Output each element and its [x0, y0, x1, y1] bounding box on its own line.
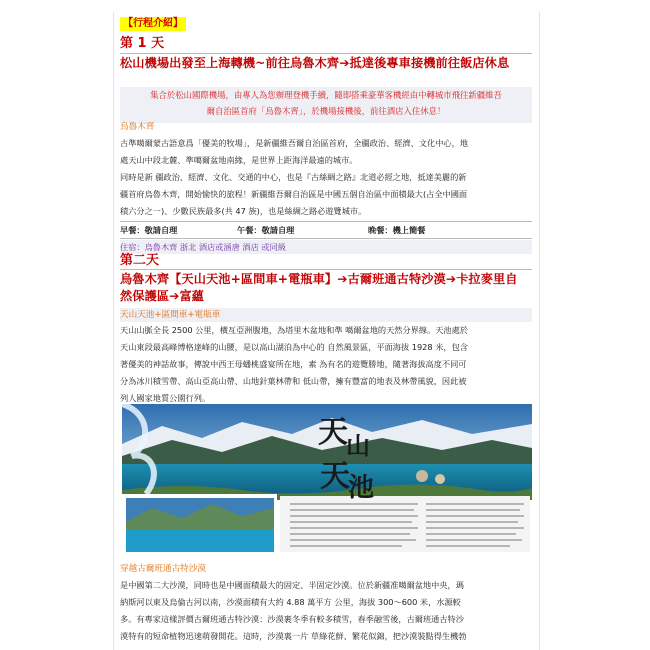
desert-subheading: 穿越古爾班通古特沙漠 — [120, 564, 206, 574]
breakfast: 早餐：敬請自理 — [120, 225, 178, 235]
para-line: 天山東段最高峰博格達峰的山腰，是以高山湖泊為中心的 自然風景區，平面海拔 1928 米，包含 — [120, 342, 468, 352]
day1-subheading: 烏魯木齊 — [120, 122, 155, 132]
banner-char-4: 池 — [348, 473, 375, 503]
para-line: 漠特有的短命植物迅速萌發開花。這時，沙漠裏一片 草綠花鮮、繁花似錦，把沙漠裝點得生機勃 — [120, 631, 467, 641]
para-line: 積六分之一)、少數民族最多(共 47 族)，也是絲綢之路必遊覽城市。 — [120, 206, 367, 216]
meals-row — [120, 223, 532, 237]
day1-heading: 第 1 天 — [120, 36, 165, 51]
divider — [120, 221, 532, 222]
tianchi-banner-graphic — [122, 404, 532, 554]
day1-note — [120, 87, 532, 123]
divider — [120, 53, 532, 54]
day1-note-line2: 爾自治區首府「烏魯木齊」，於機場接機後，前往酒店入住休息！ — [206, 106, 446, 116]
day1-note-line1: 集合於松山國際機場，由專人為您辦理登機手續，隨即搭乘豪華客機經由中轉城市飛往新疆維吾 — [150, 90, 502, 100]
para-line: 疆首府烏魯木齊，開始愉快的旅程！新疆維吾爾自治區是中國五個自治區中面積最大(占全中國面 — [120, 189, 468, 199]
day2-subheading: 天山天池+區間車+電瓶車 — [120, 308, 532, 322]
day2-route-line1: 烏魯木齊【天山天池+區間車+電瓶車】➔古爾班通古特沙漠➔卡拉麥里自 — [120, 272, 518, 286]
divider — [120, 269, 532, 270]
para-line: 是中國第二大沙漠，同時也是中國面積最大的固定、半固定沙漠。位於新疆准噶爾盆地中央，瑪 — [120, 580, 464, 590]
dinner: 晚餐：機上簡餐 — [368, 225, 426, 235]
banner-char-1: 天 — [318, 415, 348, 450]
para-line: 多。有專家這樣評價古爾班通古特沙漠：沙漠裹冬季有較多積雪，春季融雪後，古爾班通古特沙 — [120, 614, 464, 624]
day1-route: 松山機場出發至上海轉機~前往烏魯木齊➔抵達後專車接機前往飯店休息 — [120, 56, 510, 70]
day2-heading: 第二天 — [120, 253, 160, 268]
para-line: 處天山中段北麓、準噶爾盆地南緣，是世界上距海洋最遠的城市。 — [120, 155, 358, 165]
tianchi-banner-image — [122, 404, 532, 554]
itinerary-page — [113, 12, 540, 650]
banner-char-3: 天 — [320, 459, 350, 494]
desert-paragraph — [120, 577, 532, 645]
para-line: 列人國家地質公園行列。 — [120, 393, 211, 403]
accommodation: 住宿：烏魯木齊 浙北 酒店或涵唐 酒店 或同級 — [120, 240, 532, 254]
section-tag: 【行程介紹】 — [120, 17, 186, 31]
para-line: 分為冰川積雪帶、高山亞高山帶、山地針葉林帶和 低山帶，擁有豐富的地表及林帶風貌，因此被 — [120, 376, 467, 386]
para-line: 著優美的神話故事，傳說中西王母蟠桃盛宴所在地，素 為有名的遊覽勝地，隨著海拔高度不同可 — [120, 359, 467, 369]
lunch: 午餐：敬請自理 — [237, 225, 295, 235]
day1-paragraph — [120, 135, 532, 220]
day2-route-line2: 然保護區➔富蘊 — [120, 289, 205, 303]
day2-paragraph — [120, 322, 532, 407]
para-line: 同時是新 疆政治、經濟、文化、交通的中心，也是『古絲綢之路』北道必經之地，抵達美麗的新 — [120, 172, 467, 182]
banner-char-2: 山 — [346, 431, 370, 460]
day2-route — [120, 271, 532, 305]
divider — [120, 238, 532, 239]
para-line: 古準噶爾蒙古語意爲「優美的牧場」，是新疆維吾爾自治區首府，全疆政治、經濟、文化中心，地 — [120, 138, 468, 148]
para-line: 天山山脈全長 2500 公里，橫亙亞洲腹地，為塔里木盆地和準 噶爾盆地的天然分界線。天池處於 — [120, 325, 468, 335]
para-line: 納斯河以東及烏倫古河以南，沙漠面積有大約 4.88 萬平方 公里，海拔 300～600 米，水源較 — [120, 597, 461, 607]
